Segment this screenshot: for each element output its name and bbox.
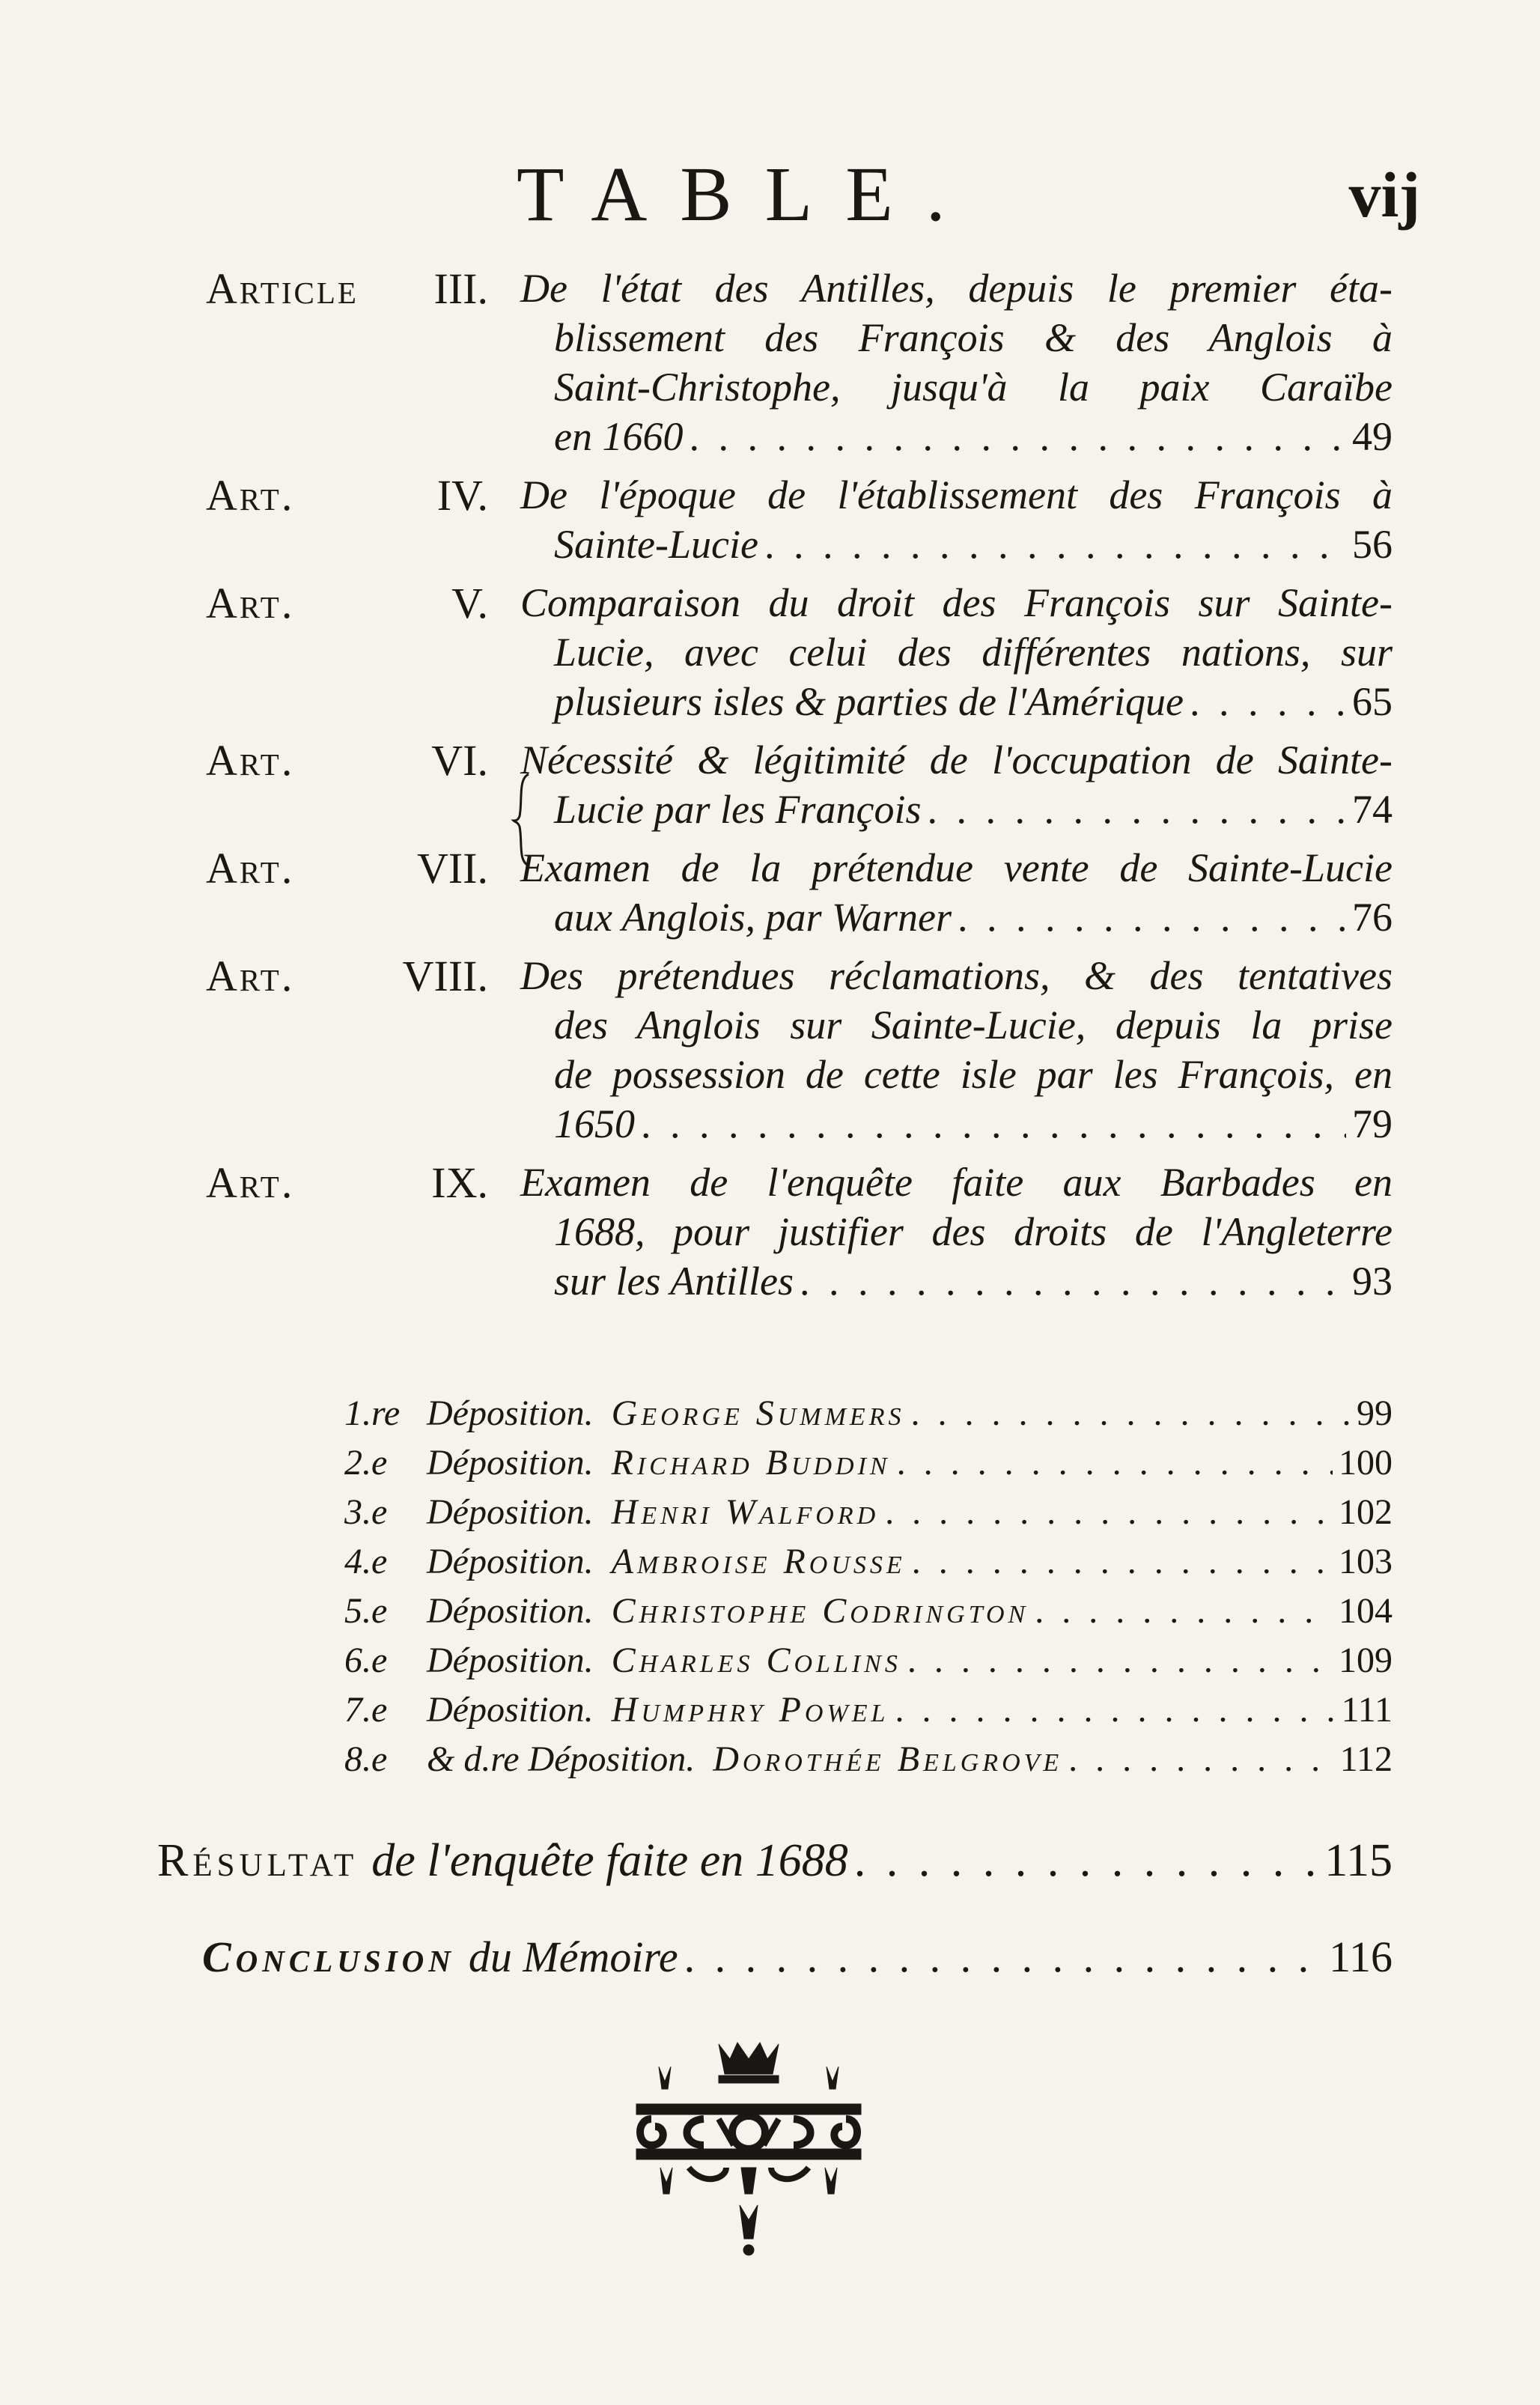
- entry-line: Nécessité & légitimité de l'occupation de Sainte-: [520, 738, 1393, 782]
- deposition-label: Déposition.: [427, 1591, 594, 1631]
- entry-leader-line: [520, 412, 1393, 461]
- deposition-entry: [344, 1492, 1393, 1541]
- deposition-ordinal: 6.e: [344, 1641, 388, 1680]
- dot-leader: [907, 1640, 1333, 1681]
- entry-number: VII.: [416, 844, 488, 893]
- deposition-entry: [344, 1739, 1393, 1788]
- entry-label: Art.: [206, 952, 295, 1000]
- page-number: 112: [1339, 1739, 1393, 1779]
- entry-line: Lucie, avec celui des différentes nations, sur: [554, 630, 1393, 675]
- entry-body: [520, 264, 1393, 461]
- entry-line: Lucie par les François: [554, 787, 922, 832]
- entry-line: Des prétendues réclamations, & des tentatives: [520, 953, 1393, 998]
- entry-leader-line: [520, 1256, 1393, 1306]
- page-number: 99: [1357, 1393, 1393, 1433]
- entry-label: Art.: [206, 579, 295, 627]
- deposition-entry: [344, 1541, 1393, 1590]
- dot-leader: [764, 520, 1346, 569]
- deposition-label: Déposition.: [427, 1443, 594, 1483]
- dot-leader: [895, 1689, 1335, 1730]
- page-number: 104: [1339, 1591, 1393, 1631]
- entry-line: des Anglois sur Sainte-Lucie, depuis la prise: [554, 1003, 1393, 1048]
- article-list: [0, 264, 1540, 1315]
- resultat-heading: Résultat: [157, 1835, 359, 1886]
- entry-line: 1650: [554, 1101, 635, 1146]
- deponent-name: Richard Buddin: [611, 1443, 891, 1483]
- deposition-entry: [344, 1640, 1393, 1689]
- dot-leader: [910, 1393, 1351, 1434]
- entry-body: [520, 578, 1393, 726]
- deponent-name: Dorothée Belgrove: [713, 1739, 1063, 1779]
- deposition-ordinal: 1.re: [344, 1393, 401, 1433]
- entry-label: Art.: [206, 736, 295, 785]
- toc-entry-article-6: [0, 735, 1540, 834]
- dot-leader: [684, 1932, 1324, 1982]
- deposition-ordinal: 3.e: [344, 1492, 388, 1532]
- deposition-label: Déposition.: [427, 1542, 594, 1581]
- deposition-entry: [344, 1689, 1393, 1739]
- deposition-ordinal: 8.e: [344, 1739, 388, 1779]
- page-number: 65: [1352, 679, 1393, 724]
- entry-line: plusieurs isles & parties de l'Amérique: [554, 679, 1184, 724]
- entry-line: 1688, pour justifier des droits de l'Angleterre: [554, 1209, 1393, 1254]
- conclusion-heading: Conclusion: [202, 1933, 455, 1981]
- dot-leader: [927, 785, 1346, 834]
- page-number: 100: [1339, 1443, 1393, 1483]
- entry-line: Examen de la prétendue vente de Sainte-Lucie: [520, 845, 1393, 890]
- entry-label: Art.: [206, 844, 295, 893]
- deposition-label: Déposition.: [427, 1393, 594, 1433]
- page-number: 116: [1329, 1933, 1393, 1981]
- page-number: 49: [1352, 414, 1393, 459]
- page-number: 111: [1341, 1690, 1393, 1730]
- deponent-name: Charles Collins: [611, 1641, 901, 1680]
- deposition-ordinal: 2.e: [344, 1443, 388, 1483]
- entry-line: De l'état des Antilles, depuis le premier éta-: [520, 266, 1393, 311]
- entry-number: IV.: [436, 471, 488, 520]
- toc-entry-article-4: [0, 470, 1540, 569]
- page-number: 56: [1352, 522, 1393, 567]
- toc-entry-article-5: [0, 578, 1540, 726]
- entry-number: VI.: [431, 736, 488, 785]
- dot-leader: [800, 1256, 1346, 1306]
- entry-leader-line: [520, 1099, 1393, 1149]
- deposition-label: & d.re Déposition.: [427, 1739, 696, 1779]
- page-number: 102: [1339, 1492, 1393, 1532]
- deposition-entry: [344, 1442, 1393, 1492]
- entry-body: [520, 951, 1393, 1149]
- resultat-text: de l'enquête faite en 1688: [371, 1835, 848, 1886]
- deponent-name: Christophe Codrington: [611, 1591, 1029, 1631]
- entry-line: aux Anglois, par Warner: [554, 895, 952, 940]
- entry-leader-line: [520, 677, 1393, 726]
- deposition-ordinal: 7.e: [344, 1690, 388, 1730]
- entry-line: Sainte-Lucie: [554, 522, 758, 567]
- deposition-list: [344, 1393, 1393, 1788]
- deponent-name: Henri Walford: [611, 1492, 880, 1532]
- entry-leader-line: [520, 893, 1393, 942]
- entry-line: Comparaison du droit des François sur Sainte-: [520, 580, 1393, 625]
- dot-leader: [958, 893, 1346, 942]
- dot-leader: [912, 1541, 1333, 1582]
- page-number: 93: [1352, 1259, 1393, 1304]
- dot-leader: [641, 1099, 1346, 1149]
- deponent-name: Humphry Powel: [611, 1690, 889, 1730]
- entry-number: VIII.: [402, 952, 488, 1000]
- printers-ornament-icon: [606, 2037, 891, 2269]
- deposition-ordinal: 5.e: [344, 1591, 388, 1631]
- entry-line: Saint-Christophe, jusqu'à la paix Caraïbe: [554, 365, 1393, 410]
- entry-line: blissement des François & des Anglois à: [554, 315, 1393, 360]
- entry-leader-line: [520, 520, 1393, 569]
- page-number: 103: [1339, 1542, 1393, 1581]
- deposition-label: Déposition.: [427, 1492, 594, 1532]
- entry-body: [520, 735, 1393, 834]
- entry-line: sur les Antilles: [554, 1259, 794, 1304]
- toc-entry-article-9: [0, 1158, 1540, 1306]
- page-number: 74: [1352, 787, 1393, 832]
- conclusion-entry: [202, 1932, 1393, 1982]
- entry-line: de possession de cette isle par les François, en: [554, 1052, 1393, 1097]
- entry-body: [520, 470, 1393, 569]
- entry-number: III.: [433, 264, 488, 313]
- running-head: [0, 150, 1540, 240]
- entry-line: De l'époque de l'établissement des François à: [520, 472, 1393, 517]
- conclusion-text: du Mémoire: [468, 1933, 678, 1981]
- deposition-entry: [344, 1393, 1393, 1442]
- entry-label: Art.: [206, 471, 295, 520]
- resultat-entry: [157, 1834, 1393, 1888]
- dot-leader: [897, 1442, 1333, 1483]
- page-number: 76: [1352, 895, 1393, 940]
- page-number: 115: [1324, 1835, 1393, 1886]
- entry-body: [520, 843, 1393, 942]
- dot-leader: [854, 1834, 1319, 1888]
- toc-entry-article-7: [0, 843, 1540, 942]
- entry-body: [520, 1158, 1393, 1306]
- dot-leader: [885, 1492, 1333, 1533]
- dot-leader: [1068, 1739, 1334, 1780]
- page-folio: vij: [1348, 159, 1420, 231]
- dot-leader: [1035, 1590, 1333, 1632]
- page-number: 79: [1352, 1101, 1393, 1146]
- toc-entry-article-8: [0, 951, 1540, 1149]
- entry-label: Art.: [206, 1158, 295, 1207]
- page-title: TABLE.: [517, 151, 979, 237]
- deposition-ordinal: 4.e: [344, 1542, 388, 1581]
- deposition-label: Déposition.: [427, 1641, 594, 1680]
- entry-number: IX.: [431, 1158, 488, 1207]
- margin-brace-mark: [511, 771, 533, 869]
- entry-line: en 1660: [554, 414, 684, 459]
- entry-number: V.: [451, 579, 488, 627]
- deponent-name: Ambroise Rousse: [611, 1542, 906, 1581]
- entry-line: Examen de l'enquête faite aux Barbades en: [520, 1160, 1393, 1205]
- page-number: 109: [1339, 1641, 1393, 1680]
- deposition-label: Déposition.: [427, 1690, 594, 1730]
- dot-leader: [689, 412, 1346, 461]
- toc-entry-article-3: [0, 264, 1540, 461]
- entry-label: Article: [206, 264, 359, 313]
- deposition-entry: [344, 1590, 1393, 1640]
- deponent-name: George Summers: [611, 1393, 905, 1433]
- dot-leader: [1190, 677, 1346, 726]
- entry-leader-line: [520, 785, 1393, 834]
